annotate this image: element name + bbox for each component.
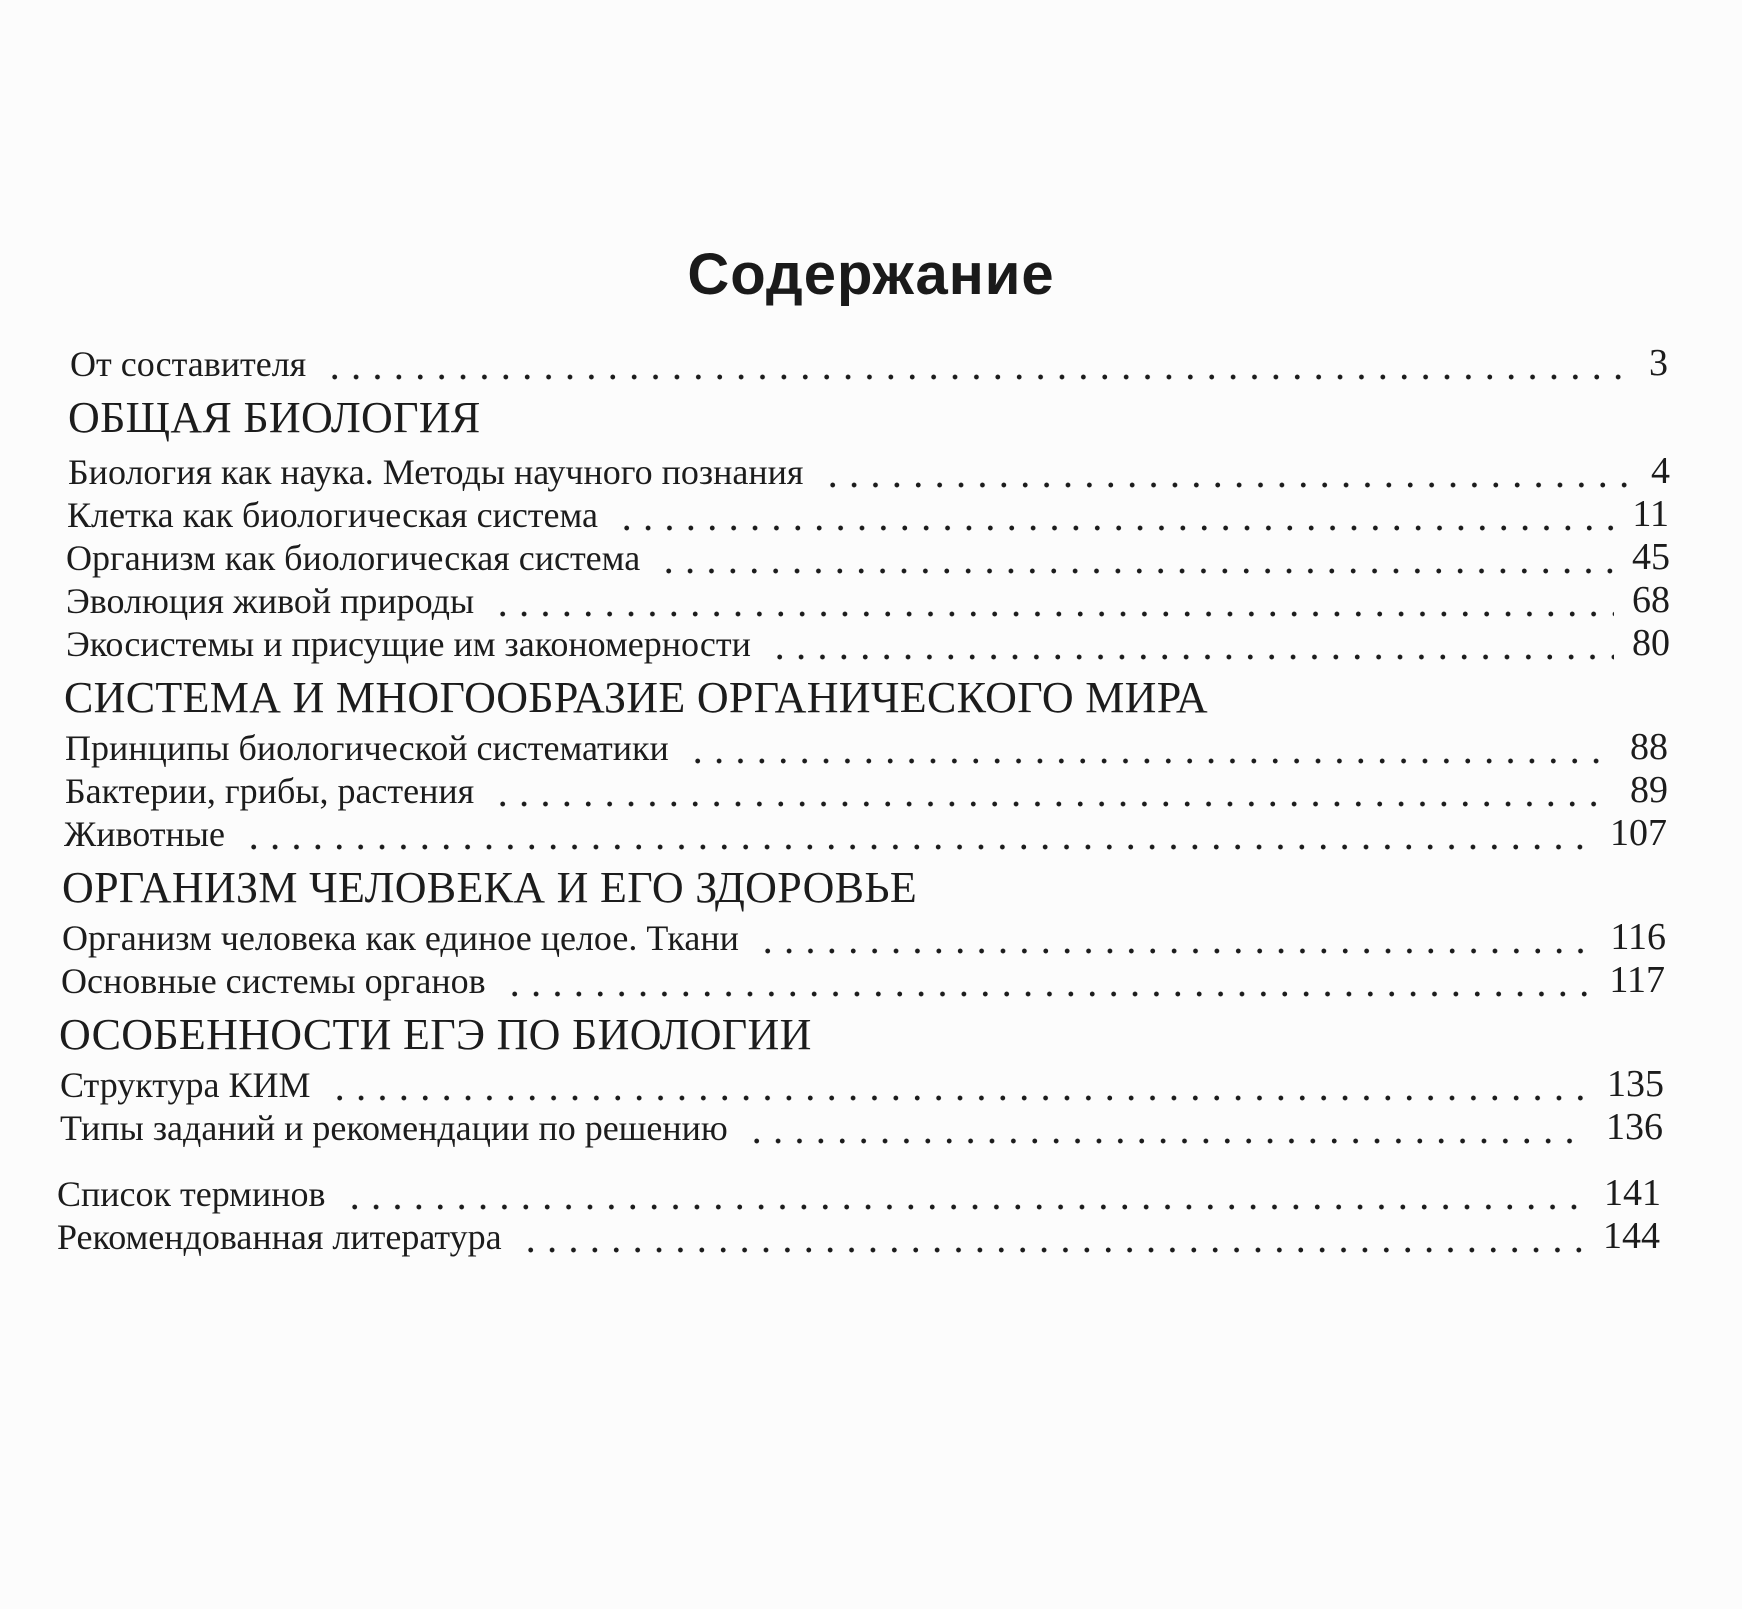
toc-page-number: 116 (1610, 916, 1666, 958)
toc-entry-title: Организм человека как единое целое. Ткани (62, 918, 739, 958)
toc-page-number: 141 (1604, 1172, 1661, 1214)
toc-entry-title: Животные (64, 814, 225, 854)
dot-leader (324, 374, 1626, 380)
toc-page-number: 80 (1632, 622, 1670, 664)
toc-entry-title: Организм как биологическая система (66, 538, 641, 578)
toc-page-number: 117 (1609, 959, 1665, 1001)
toc-page-number: 45 (1632, 536, 1670, 578)
page-title: Содержание (687, 242, 1055, 307)
toc-entry-title: Рекомендованная литература (57, 1217, 502, 1257)
toc-entry-title: Список терминов (57, 1174, 326, 1214)
toc-page-number: 88 (1630, 726, 1668, 768)
toc-entry-title: От составителя (70, 344, 307, 384)
toc-entry[interactable] (61, 961, 1665, 999)
dot-leader (504, 991, 1592, 997)
dot-leader (658, 568, 1614, 574)
toc-page-number: 135 (1607, 1063, 1664, 1105)
toc-entry-title: Принципы биологической систематики (65, 728, 669, 768)
toc-section-heading[interactable]: ОСОБЕННОСТИ ЕГЭ ПО БИОЛОГИИ (59, 1010, 812, 1059)
toc-entry-title: Типы заданий и рекомендации по решению (60, 1108, 728, 1148)
toc-entry[interactable] (66, 581, 1670, 619)
dot-leader (492, 611, 1614, 617)
toc-page-number: 11 (1632, 493, 1669, 535)
toc-page-number: 107 (1610, 812, 1667, 854)
toc-entry-title: Эволюция живой природы (66, 581, 475, 621)
toc-page-number: 136 (1606, 1106, 1663, 1148)
toc-entry[interactable] (65, 771, 1668, 809)
toc-entry[interactable] (67, 495, 1669, 533)
toc-page-number: 3 (1649, 342, 1668, 384)
toc-page-number: 68 (1632, 579, 1670, 621)
toc-entry[interactable] (62, 918, 1666, 956)
dot-leader (687, 758, 1612, 764)
toc-section-heading[interactable]: СИСТЕМА И МНОГООБРАЗИЕ ОРГАНИЧЕСКОГО МИРА (64, 673, 1208, 722)
toc-entry[interactable] (65, 728, 1668, 766)
toc-entry[interactable] (70, 344, 1668, 382)
toc-entry-title: Клетка как биологическая система (67, 495, 599, 535)
dot-leader (520, 1247, 1585, 1253)
toc-page-number: 89 (1630, 769, 1668, 811)
toc-entry[interactable] (57, 1174, 1661, 1212)
toc-entry[interactable] (66, 624, 1670, 662)
dot-leader (746, 1138, 1588, 1144)
dot-leader (616, 525, 1614, 531)
toc-entry[interactable] (60, 1065, 1664, 1103)
toc-entry[interactable] (68, 452, 1670, 490)
toc-entry-title: Основные системы органов (61, 961, 486, 1001)
dot-leader (769, 654, 1614, 660)
toc-section-heading[interactable]: ОБЩАЯ БИОЛОГИЯ (68, 393, 481, 442)
toc-page-number: 144 (1603, 1215, 1660, 1257)
toc-entry[interactable] (57, 1217, 1660, 1255)
toc-entry[interactable] (66, 538, 1670, 576)
dot-leader (344, 1204, 1587, 1210)
dot-leader (757, 948, 1593, 954)
dot-leader (822, 482, 1629, 488)
toc-entry-title: Экосистемы и присущие им закономерности (66, 624, 751, 664)
toc-entry-title: Биология как наука. Методы научного познания (68, 452, 804, 492)
toc-entry-title: Бактерии, грибы, растения (65, 771, 475, 811)
dot-leader (329, 1095, 1589, 1101)
toc-entry[interactable] (64, 814, 1667, 852)
dot-leader (492, 801, 1612, 807)
toc-entry-title: Структура КИМ (60, 1065, 311, 1105)
dot-leader (243, 844, 1592, 850)
toc-entry[interactable] (60, 1108, 1663, 1146)
toc-section-heading[interactable]: ОРГАНИЗМ ЧЕЛОВЕКА И ЕГО ЗДОРОВЬЕ (62, 863, 918, 912)
toc-page-number: 4 (1651, 450, 1670, 492)
